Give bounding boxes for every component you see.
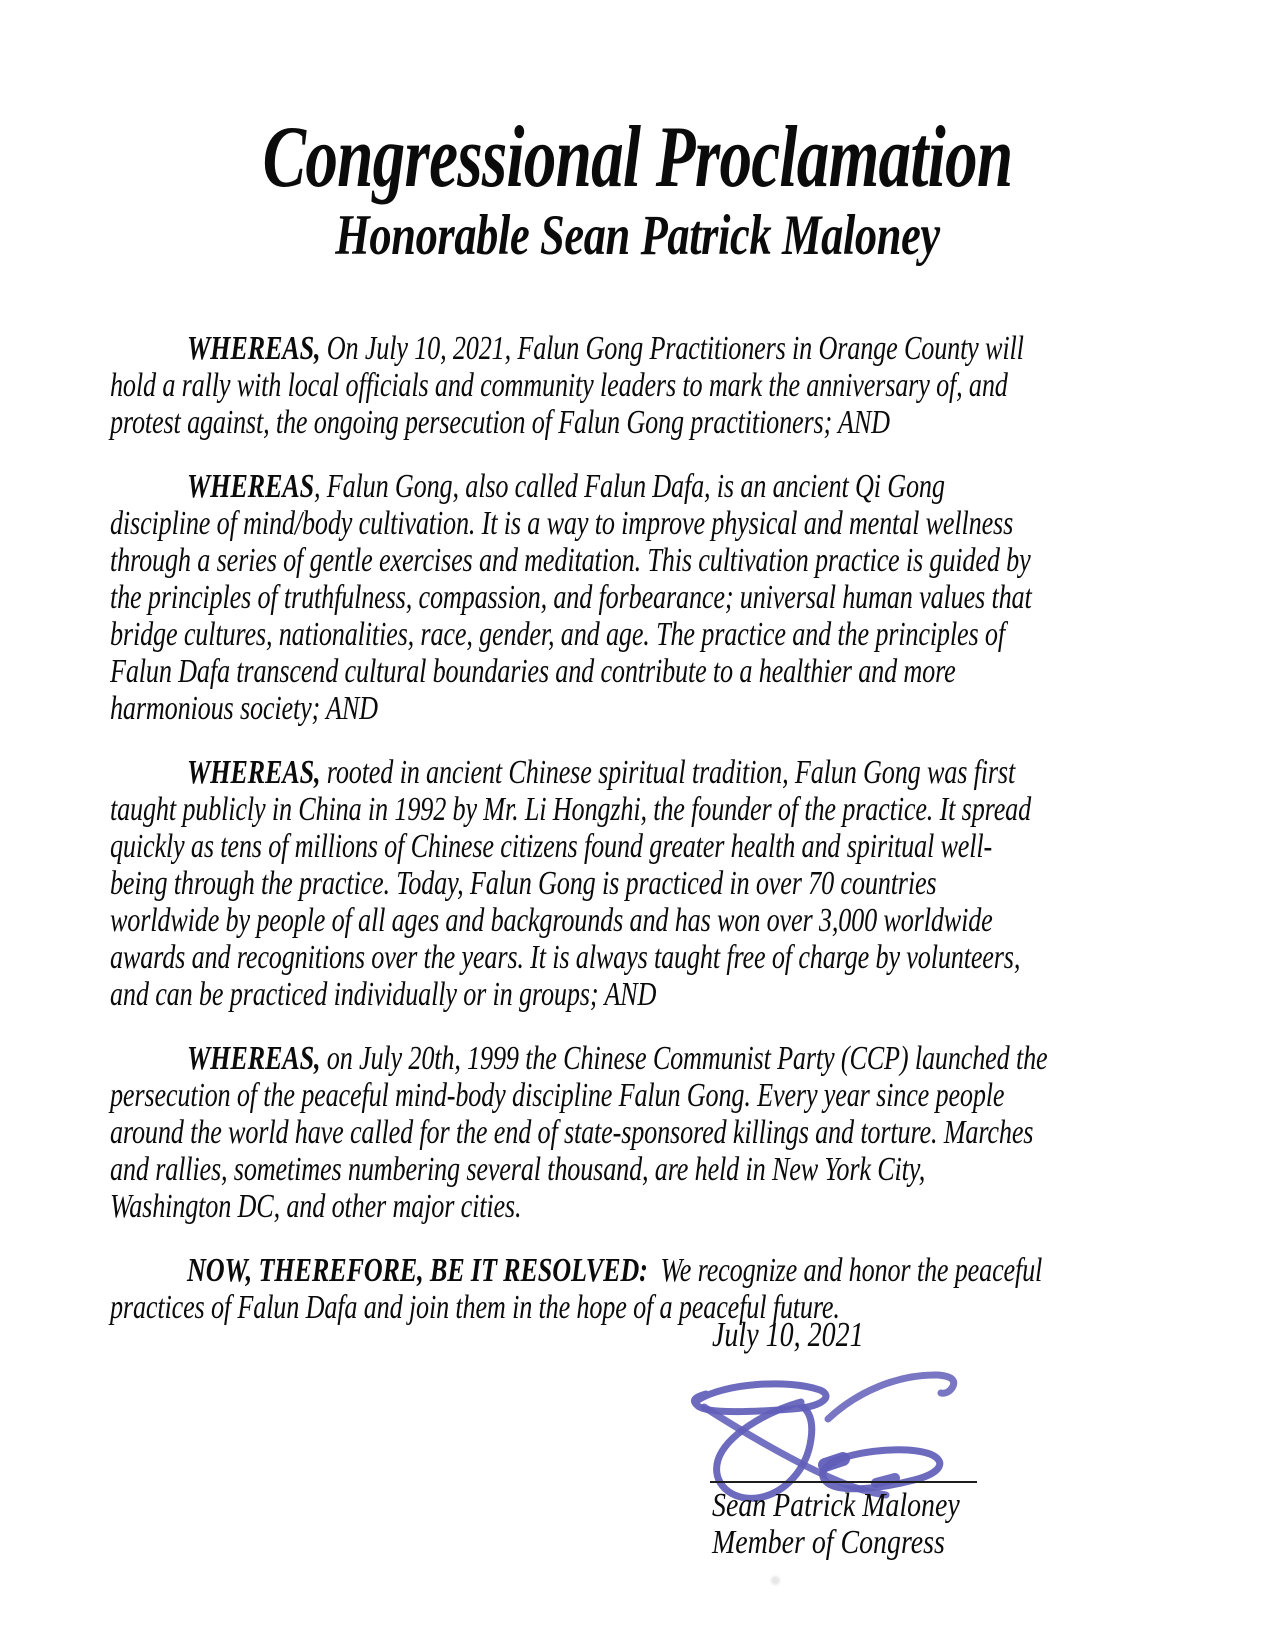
paragraph-text: , Falun Gong, also called Falun Dafa, is an ancient Qi Gong [313, 468, 945, 505]
signature-line [710, 1481, 977, 1483]
paragraph-text: Falun Dafa transcend cultural boundaries and contribute to a healthier and more [110, 653, 956, 690]
paragraph-text: awards and recognitions over the years. It is always taught free of charge by volunteers, [110, 939, 1021, 976]
whereas-lead: WHEREAS [187, 468, 314, 505]
paragraph-text: taught publicly in China in 1992 by Mr. Li Hongzhi, the founder of the practice. It spread [110, 791, 1032, 828]
paragraph-text: through a series of gentle exercises and meditation. This cultivation practice is guided by [110, 542, 1031, 579]
paragraph-text: bridge cultures, nationalities, race, gender, and age. The practice and the principles of [110, 616, 1005, 653]
document-body [110, 330, 1157, 1353]
paragraph-whereas-1 [110, 330, 1157, 441]
signatory-role: Member of Congress [712, 1524, 945, 1561]
paragraph-text: around the world have called for the end of state-sponsored killings and torture. Marches [110, 1114, 1034, 1151]
title-block [0, 109, 1275, 267]
resolved-lead: NOW, THEREFORE, BE IT RESOLVED: [187, 1252, 648, 1289]
paragraph-text: being through the practice. Today, Falun Gong is practiced in over 70 countries [110, 865, 937, 902]
proclamation-date: July 10, 2021 [712, 1315, 864, 1354]
paragraph-text: and can be practiced individually or in groups; AND [110, 976, 657, 1013]
page-title: Congressional Proclamation [262, 109, 1013, 206]
paragraph-text: quickly as tens of millions of Chinese citizens found greater health and spiritual well- [110, 828, 993, 865]
paragraph-text: We recognize and honor the peaceful [647, 1252, 1043, 1289]
paragraph-whereas-4 [110, 1040, 1157, 1225]
paragraph-text: protest against, the ongoing persecution of Falun Gong practitioners; AND [110, 404, 890, 441]
paragraph-text: on July 20th, 1999 the Chinese Communist Party (CCP) launched the [320, 1040, 1048, 1077]
signatory-name: Sean Patrick Maloney [712, 1487, 960, 1524]
paragraph-text: Washington DC, and other major cities. [110, 1188, 522, 1225]
paragraph-text: discipline of mind/body cultivation. It is a way to improve physical and mental wellness [110, 505, 1014, 542]
whereas-lead: WHEREAS, [187, 754, 321, 791]
signature-stroke [828, 1375, 954, 1419]
paragraph-resolution [110, 1252, 1157, 1326]
whereas-lead: WHEREAS, [187, 1040, 321, 1077]
paragraph-text: On July 10, 2021, Falun Gong Practitioners in Orange County will [320, 330, 1024, 367]
paragraph-text: and rallies, sometimes numbering several thousand, are held in New York City, [110, 1151, 926, 1188]
paragraph-text: the principles of truthfulness, compassion, and forbearance; universal human values that [110, 579, 1032, 616]
paragraph-text: worldwide by people of all ages and backgrounds and has won over 3,000 worldwide [110, 902, 993, 939]
paragraph-text: rooted in ancient Chinese spiritual tradition, Falun Gong was first [320, 754, 1016, 791]
signature-stroke [717, 1402, 812, 1498]
paragraph-whereas-3 [110, 754, 1157, 1013]
page-subtitle: Honorable Sean Patrick Maloney [335, 204, 940, 267]
paragraph-text: hold a rally with local officials and community leaders to mark the anniversary of, and [110, 367, 1008, 404]
whereas-lead: WHEREAS, [187, 330, 321, 367]
paragraph-text: harmonious society; AND [110, 690, 378, 727]
paragraph-text: persecution of the peaceful mind-body discipline Falun Gong. Every year since people [110, 1077, 1005, 1114]
scan-artifact-dot [771, 1576, 780, 1585]
signature-stroke [825, 1459, 843, 1465]
paragraph-whereas-2 [110, 468, 1157, 727]
paragraph-text: practices of Falun Dafa and join them in the hope of a peaceful future. [110, 1289, 840, 1326]
